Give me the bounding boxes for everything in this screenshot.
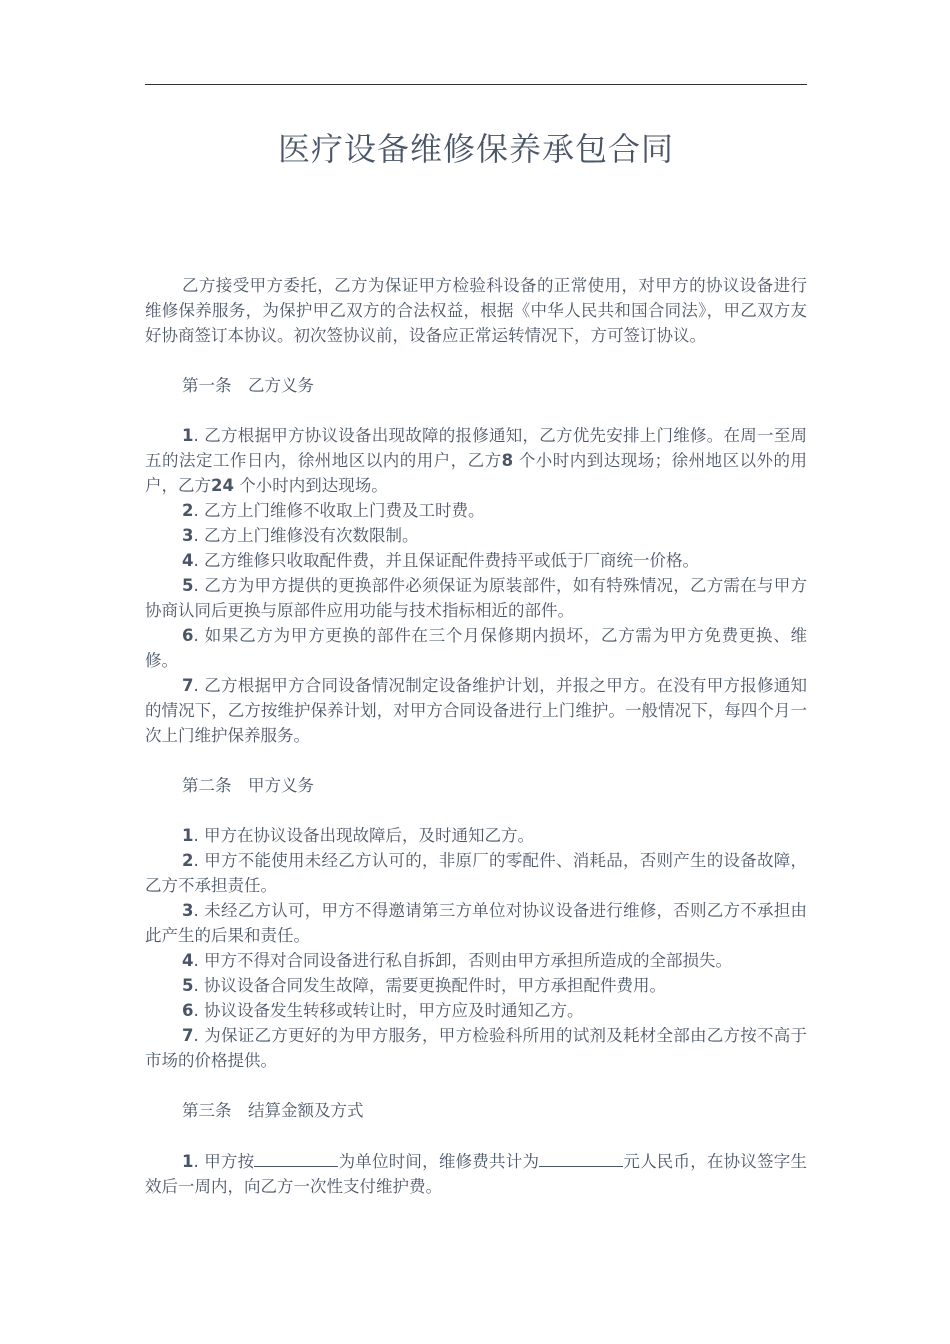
- item-text: 如果乙方为甲方更换的部件在三个月保修期内损坏，乙方需为甲方免费更换、维修。: [145, 626, 807, 670]
- item-number: 4: [182, 951, 194, 970]
- list-item: 1. 甲方按 为单位时间，维修费共计为 元人民币，在协议签字生效后一周内，向乙方一次性支付维护费。: [145, 1148, 807, 1199]
- fill-in-blank: [539, 1148, 623, 1167]
- item-number: 5: [182, 976, 194, 995]
- item-text: 为保证乙方更好的为甲方服务，甲方检验科所用的试剂及耗材全部由乙方按不高于市场的价格提供。: [145, 1026, 807, 1070]
- list-item: 1. 甲方在协议设备出现故障后，及时通知乙方。: [182, 826, 534, 845]
- item-number: 7: [182, 676, 194, 695]
- item-text: 乙方根据甲方协议设备出现故障的报修通知，乙方优先安排上门维修。在周一至周五的法定工作日内，徐州地区以内的用户，乙方: [145, 426, 807, 470]
- item-number: 2: [182, 851, 194, 870]
- list-item: 5. 协议设备合同发生故障，需要更换配件时，甲方承担配件费用。: [182, 976, 666, 995]
- list-item: 7. 为保证乙方更好的为甲方服务，甲方检验科所用的试剂及耗材全部由乙方按不高于市场的价格提供。: [145, 1026, 807, 1070]
- item-number: 3: [182, 526, 194, 545]
- list-item: 6. 如果乙方为甲方更换的部件在三个月保修期内损坏，乙方需为甲方免费更换、维修。: [145, 626, 807, 670]
- item-text: 甲方不能使用未经乙方认可的，非原厂的零配件、消耗品，否则产生的设备故障，乙方不承担责任。: [145, 851, 807, 895]
- item-text: 乙方根据甲方合同设备情况制定设备维护计划，并报之甲方。在没有甲方报修通知的情况下，乙方按维护保养计划，对甲方合同设备进行上门维护。一般情况下，每四个月一次上门维护保养服务。: [145, 676, 807, 745]
- section-heading-3: 第三条 结算金额及方式: [182, 1101, 364, 1120]
- item-number: 5: [182, 576, 194, 595]
- item-number: 6: [182, 1001, 194, 1020]
- item-number: 4: [182, 551, 194, 570]
- list-item: 2. 乙方上门维修不收取上门费及工时费。: [182, 501, 485, 520]
- document-body: [145, 273, 807, 1199]
- document-title: 医疗设备维修保养承包合同: [277, 130, 674, 168]
- item-text: 协议设备发生转移或转让时，甲方应及时通知乙方。: [203, 1001, 584, 1020]
- item-text: 元人民币，在协议签字生效后一周内，向乙方一次性支付维护费。: [145, 1152, 808, 1196]
- item-number-inline: 24: [211, 476, 234, 495]
- item-number: 1: [182, 426, 194, 445]
- list-item: 2. 甲方不能使用未经乙方认可的，非原厂的零配件、消耗品，否则产生的设备故障，乙方不承担责任。: [145, 851, 807, 895]
- item-text: 为单位时间，维修费共计为: [338, 1152, 540, 1171]
- item-text: 乙方维修只收取配件费，并且保证配件费持平或低于厂商统一价格。: [203, 551, 699, 570]
- item-text: 个小时内到达现场；徐州地区以外的用户，乙方: [145, 451, 808, 495]
- item-text: 个小时内到达现场。: [239, 476, 388, 495]
- item-text: 未经乙方认可，甲方不得邀请第三方单位对协议设备进行维修，否则乙方不承担由此产生的后果和责任。: [145, 901, 807, 945]
- item-text: 甲方按: [204, 1152, 255, 1171]
- item-number: 7: [182, 1026, 194, 1045]
- list-item: 1. 乙方根据甲方协议设备出现故障的报修通知，乙方优先安排上门维修。在周一至周五的法定工作日内，徐州地区以内的用户，乙方8 个小时内到达现场；徐州地区以外的用户，乙方24 个小时内到达现场。: [145, 426, 808, 495]
- item-text: 甲方在协议设备出现故障后，及时通知乙方。: [203, 826, 534, 845]
- item-number: 2: [182, 501, 194, 520]
- list-item: 4. 乙方维修只收取配件费，并且保证配件费持平或低于厂商统一价格。: [182, 551, 699, 570]
- list-item: 5. 乙方为甲方提供的更换部件必须保证为原装部件，如有特殊情况，乙方需在与甲方协商认同后更换与原部件应用功能与技术指标相近的部件。: [145, 576, 807, 620]
- section-heading-2: 第二条 甲方义务: [182, 776, 314, 795]
- item-text: 乙方上门维修没有次数限制。: [203, 526, 419, 545]
- intro-paragraph: 乙方接受甲方委托，乙方为保证甲方检验科设备的正常使用，对甲方的协议设备进行维修保养服务，为保护甲乙双方的合法权益，根据《中华人民共和国合同法》，甲乙双方友好协商签订本协议。初次签协议前，设备应正常运转情况下，方可签订协议。: [145, 276, 807, 345]
- fill-in-blank: [254, 1148, 338, 1167]
- item-text: 乙方为甲方提供的更换部件必须保证为原装部件，如有特殊情况，乙方需在与甲方协商认同后更换与原部件应用功能与技术指标相近的部件。: [145, 576, 807, 620]
- item-number: 3: [182, 901, 194, 920]
- list-item: 7. 乙方根据甲方合同设备情况制定设备维护计划，并报之甲方。在没有甲方报修通知的情况下，乙方按维护保养计划，对甲方合同设备进行上门维护。一般情况下，每四个月一次上门维护保养服务。: [145, 676, 807, 745]
- section-heading-1: 第一条 乙方义务: [182, 376, 314, 395]
- item-text: 乙方上门维修不收取上门费及工时费。: [203, 501, 485, 520]
- list-item: 3. 未经乙方认可，甲方不得邀请第三方单位对协议设备进行维修，否则乙方不承担由此产生的后果和责任。: [145, 901, 807, 945]
- item-number: 1: [182, 1152, 194, 1171]
- item-text: 协议设备合同发生故障，需要更换配件时，甲方承担配件费用。: [203, 976, 666, 995]
- item-number: 1: [182, 826, 194, 845]
- list-item: 6. 协议设备发生转移或转让时，甲方应及时通知乙方。: [182, 1001, 584, 1020]
- header-rule: [145, 84, 807, 85]
- item-text: 甲方不得对合同设备进行私自拆卸，否则由甲方承担所造成的全部损失。: [203, 951, 732, 970]
- list-item: 4. 甲方不得对合同设备进行私自拆卸，否则由甲方承担所造成的全部损失。: [182, 951, 732, 970]
- item-number-inline: 8: [501, 451, 514, 470]
- list-item: 3. 乙方上门维修没有次数限制。: [182, 526, 419, 545]
- item-number: 6: [182, 626, 194, 645]
